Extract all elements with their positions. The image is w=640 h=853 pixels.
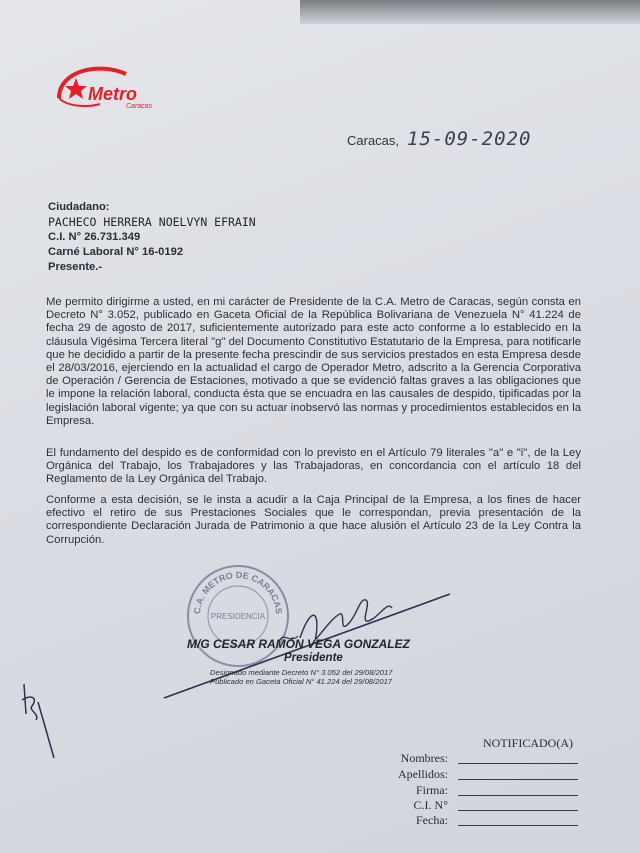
svg-text:Metro: Metro [88,84,137,104]
metro-logo [56,64,152,112]
field-label: Apellidos: [398,767,448,781]
notification-title: NOTIFICADO(A) [483,736,573,750]
body-paragraph-3: Conforme a esta decisión, se le insta a acudir a la Caja Principal de la Empresa, a los fines de hacer efectivo el retiro de sus Prestaciones Sociales que le correspondan, previa presentación de la correspondiente Declaración Jurada de Patrimonio a que hace alusión el Artículo 23 de la Ley Contra la Corrupción. [46,494,581,546]
body-paragraph-2: El fundamento del despido es de conformidad con lo previsto en el Artículo 79 literales "a" e "i", de la Ley Orgánica del Trabajo, los Trabajadores y las Trabajadoras, en concordancia con el artículo 18 del Reglamento de la Ley Orgánica del Trabajo. [46,447,581,486]
field-line [458,810,578,811]
svg-text:C.A. METRO DE CARACAS: C.A. METRO DE CARACAS [191,569,285,615]
signatory-decree-note [210,668,392,686]
addressee-presente: Presente.- [48,261,103,273]
addressee-block [48,200,256,275]
field-label: Firma: [416,783,448,797]
field-label: C.I. N° [413,798,448,812]
handwritten-date: 15-09-2020 [407,128,532,150]
field-line [458,763,578,764]
decree-note-line-2: Publicado en Gaceta Oficial N° 41.224 del 29/08/2017 [210,677,393,686]
addressee-name: PACHECO HERRERA NOELVYN EFRAIN [48,215,256,229]
notification-field-nombres [390,751,590,767]
notification-field-fecha [390,813,590,829]
addressee-ci: C.I. N° 26.731.349 [48,231,141,243]
field-line [458,779,578,780]
notification-field-firma [390,783,590,799]
field-label: Fecha: [416,813,448,827]
body-paragraph-1: Me permito dirigirme a usted, en mi carácter de Presidente de la C.A. Metro de Caracas, según consta en Decreto N° 3.052, publicado en Gaceta Oficial de la República Bolivariana de Venezuela N° 41.224 de fecha 29 de agosto de 2017, suficientemente autorizado para este acto conforme a lo establecido en la cláusula Vigésima Tercera literal "g" del Documento Constitutivo Estatutario de la Empresa, para notificarle que he decidido a partir de la presente fecha prescindir de sus servicios prestados en esta Empresa desde el 28/03/2016, ejerciendo en la actualidad el cargo de Operador Metro, adscrito a la Gerencia Corporativa de Operación / Gerencia de Estaciones, motivado a que se evidenció faltas graves a las obligaciones que le impone la relación laboral, conducta ésta que se encuadra en las causales de despido, tipificadas por la legislación laboral vigente; ya que con su actuar inobservó las normas y procedimientos establecidos en la Empresa. [46,296,581,427]
addressee-carnet: Carné Laboral N° 16-0192 [48,246,184,258]
page-shadow [300,0,640,24]
field-line [458,825,578,826]
salutation: Ciudadano: [48,201,110,213]
decree-note-line-1: Designado mediante Decreto N° 3.052 del 29/08/2017 [210,668,393,677]
svg-text:PRESIDENCIA: PRESIDENCIA [210,612,266,621]
date-line [347,128,531,150]
notification-field-ci [390,798,590,814]
field-line [458,795,578,796]
notification-field-apellidos [390,767,590,783]
signatory-name: M/G CESAR RAMÓN VEGA GONZALEZ [187,637,410,651]
svg-text:Caracas: Caracas [126,103,152,110]
margin-initial-scribble [14,680,66,762]
field-label: Nombres: [400,751,448,765]
signatory-role: Presidente [284,652,343,664]
city-label: Caracas, [347,133,400,148]
